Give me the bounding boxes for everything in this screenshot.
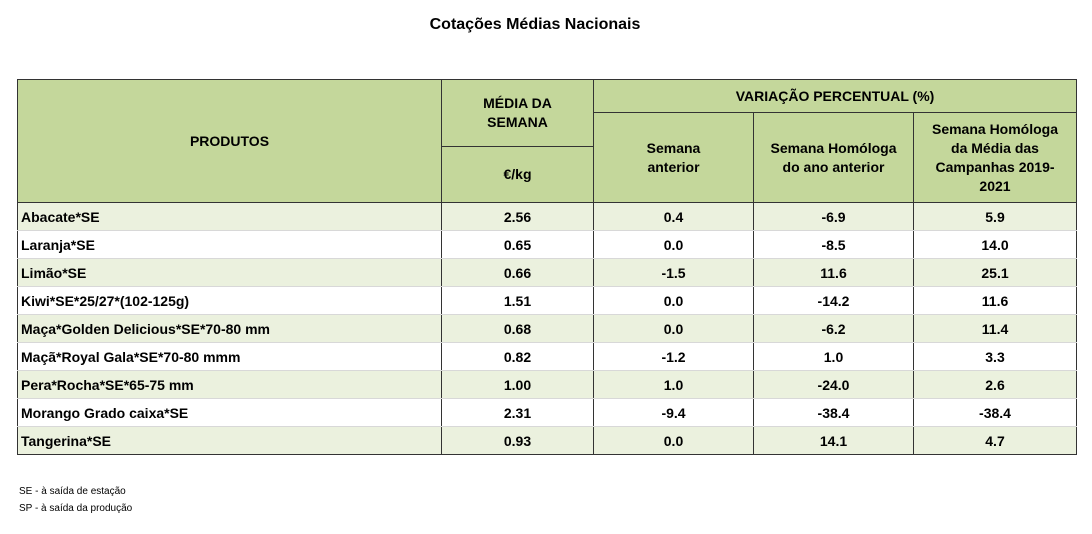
page-title: Cotações Médias Nacionais: [429, 16, 641, 33]
cell-homologa-ano: 1.0: [754, 343, 914, 371]
cell-produto: Maça*Golden Delicious*SE*70-80 mm: [18, 315, 442, 343]
footnote-sp: SP - à saída da produção: [19, 503, 133, 514]
cell-homologa-ano: -6.9: [754, 203, 914, 231]
cell-produto: Tangerina*SE: [18, 427, 442, 455]
cell-media: 0.68: [442, 315, 594, 343]
cell-produto: Kiwi*SE*25/27*(102-125g): [18, 287, 442, 315]
cell-produto: Morango Grado caixa*SE: [18, 399, 442, 427]
table-header: [18, 80, 1077, 203]
header-media-semana: MÉDIA DA SEMANA: [442, 80, 594, 147]
cell-homologa-campanhas: 2.6: [914, 371, 1077, 399]
header-produtos: PRODUTOS: [18, 80, 442, 203]
cell-media: 0.65: [442, 231, 594, 259]
cell-homologa-ano: 11.6: [754, 259, 914, 287]
cell-media: 0.82: [442, 343, 594, 371]
table-row: [18, 315, 1077, 343]
cell-homologa-campanhas: 25.1: [914, 259, 1077, 287]
cell-homologa-ano: -24.0: [754, 371, 914, 399]
cell-semana-anterior: -9.4: [594, 399, 754, 427]
cell-produto: Abacate*SE: [18, 203, 442, 231]
cell-semana-anterior: 0.0: [594, 231, 754, 259]
cell-homologa-campanhas: 14.0: [914, 231, 1077, 259]
cell-homologa-ano: -14.2: [754, 287, 914, 315]
cell-produto: Laranja*SE: [18, 231, 442, 259]
table-row: [18, 343, 1077, 371]
cell-produto: Limão*SE: [18, 259, 442, 287]
header-homologa-ano-anterior: Semana Homóloga do ano anterior: [754, 113, 914, 203]
cell-homologa-campanhas: 4.7: [914, 427, 1077, 455]
footnotes: [19, 483, 132, 517]
cell-media: 1.51: [442, 287, 594, 315]
cell-semana-anterior: 0.0: [594, 427, 754, 455]
header-homologa-campanhas: Semana Homóloga da Média das Campanhas 2019-2021: [914, 113, 1077, 203]
table-row: [18, 287, 1077, 315]
cell-homologa-ano: -38.4: [754, 399, 914, 427]
table-row: [18, 259, 1077, 287]
cell-semana-anterior: 0.0: [594, 287, 754, 315]
cell-semana-anterior: 0.0: [594, 315, 754, 343]
prices-table: [17, 79, 1077, 455]
cell-media: 0.93: [442, 427, 594, 455]
cell-media: 0.66: [442, 259, 594, 287]
cell-semana-anterior: -1.5: [594, 259, 754, 287]
table-row: [18, 231, 1077, 259]
footnote-se: SE - à saída de estação: [19, 486, 126, 497]
cell-homologa-ano: 14.1: [754, 427, 914, 455]
cell-produto: Pera*Rocha*SE*65-75 mm: [18, 371, 442, 399]
cell-produto: Maçã*Royal Gala*SE*70-80 mmm: [18, 343, 442, 371]
cell-semana-anterior: 1.0: [594, 371, 754, 399]
table-row: [18, 371, 1077, 399]
header-semana-anterior: Semana anterior: [594, 113, 754, 203]
cell-media: 2.31: [442, 399, 594, 427]
table-row: [18, 203, 1077, 231]
cell-homologa-campanhas: -38.4: [914, 399, 1077, 427]
cell-homologa-ano: -6.2: [754, 315, 914, 343]
header-unit: €/kg: [442, 147, 594, 203]
cell-homologa-ano: -8.5: [754, 231, 914, 259]
cell-semana-anterior: 0.4: [594, 203, 754, 231]
header-variacao-percentual: VARIAÇÃO PERCENTUAL (%): [594, 80, 1077, 113]
cell-media: 1.00: [442, 371, 594, 399]
cell-semana-anterior: -1.2: [594, 343, 754, 371]
cell-homologa-campanhas: 3.3: [914, 343, 1077, 371]
cell-homologa-campanhas: 11.6: [914, 287, 1077, 315]
cell-homologa-campanhas: 5.9: [914, 203, 1077, 231]
cell-homologa-campanhas: 11.4: [914, 315, 1077, 343]
cell-media: 2.56: [442, 203, 594, 231]
table-body: [18, 203, 1077, 455]
table-row: [18, 427, 1077, 455]
table-row: [18, 399, 1077, 427]
